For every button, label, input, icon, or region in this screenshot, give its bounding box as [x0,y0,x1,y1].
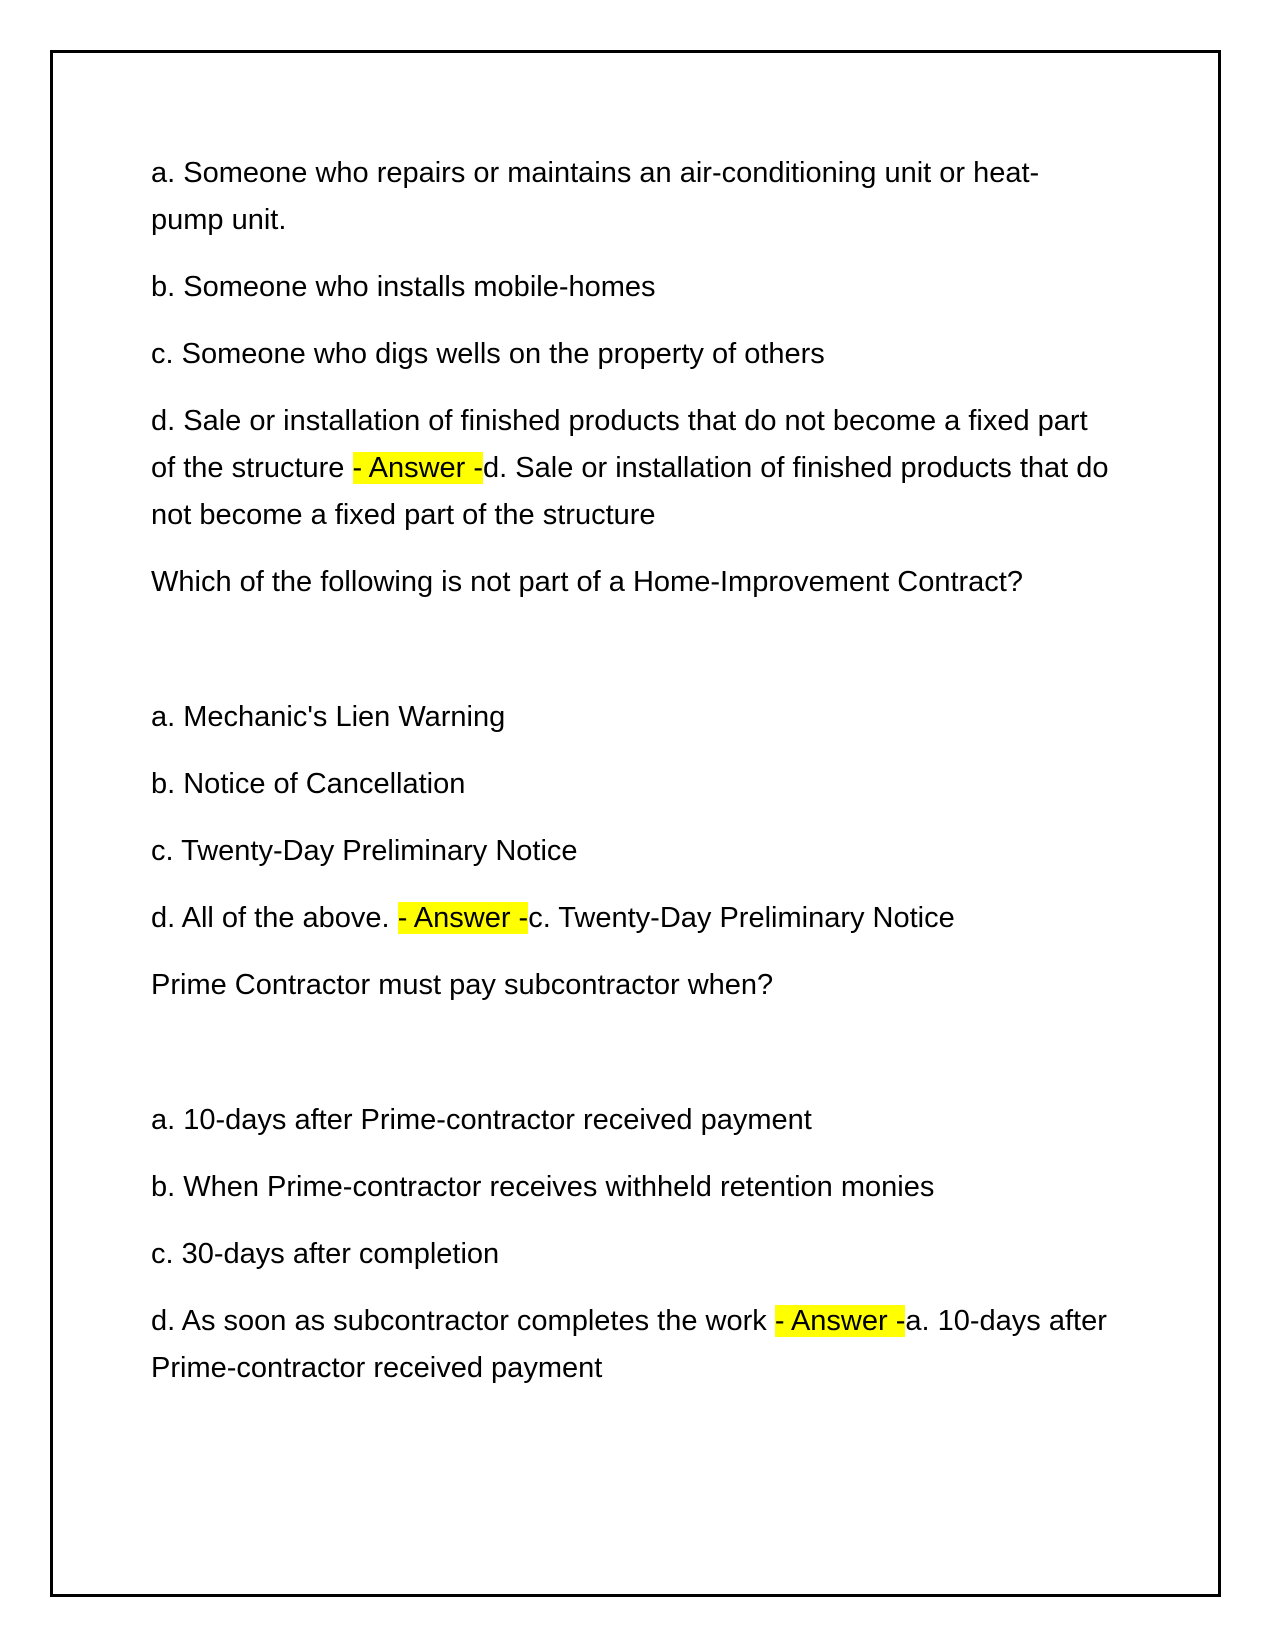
option-b: b. Notice of Cancellation [151,768,466,800]
answer-marker: - Answer - [397,902,529,934]
option-b: b. When Prime-contractor receives withheld retention monies [151,1171,935,1203]
option-b: b. Someone who installs mobile-homes [151,271,656,303]
answer-text: d. Sale or installation of finished products that do not become a fixed part of the structure [151,452,1109,531]
option-a: a. 10-days after Prime-contractor received payment [151,1104,812,1136]
answer-marker: - Answer - [774,1305,906,1337]
option-a: a. Someone who repairs or maintains an air-conditioning unit or heat-pump unit. [151,157,1040,236]
option-d-with-answer [151,895,1111,942]
answer-text: a. 10-days after Prime-contractor received payment [151,1305,1107,1384]
option-d-with-answer [151,398,1111,539]
spacer [151,626,1111,694]
spacer [151,1029,1111,1097]
option-c: c. Twenty-Day Preliminary Notice [151,835,578,867]
option-c: c. Someone who digs wells on the property of others [151,338,825,370]
option-d-text: d. As soon as subcontractor completes the work [151,1305,767,1337]
option-a: a. Mechanic's Lien Warning [151,701,506,733]
option-d-text: d. Sale or installation of finished products that do not become a fixed part of the structure [151,405,1088,484]
question-text: Which of the following is not part of a Home-Improvement Contract? [151,566,1023,598]
document-content [151,150,1111,1412]
answer-marker: - Answer - [352,452,484,484]
answer-text: c. Twenty-Day Preliminary Notice [528,902,955,934]
option-c: c. 30-days after completion [151,1238,500,1270]
option-d-text: d. All of the above. [151,902,390,934]
option-d-with-answer [151,1298,1111,1392]
question-text: Prime Contractor must pay subcontractor when? [151,969,774,1001]
